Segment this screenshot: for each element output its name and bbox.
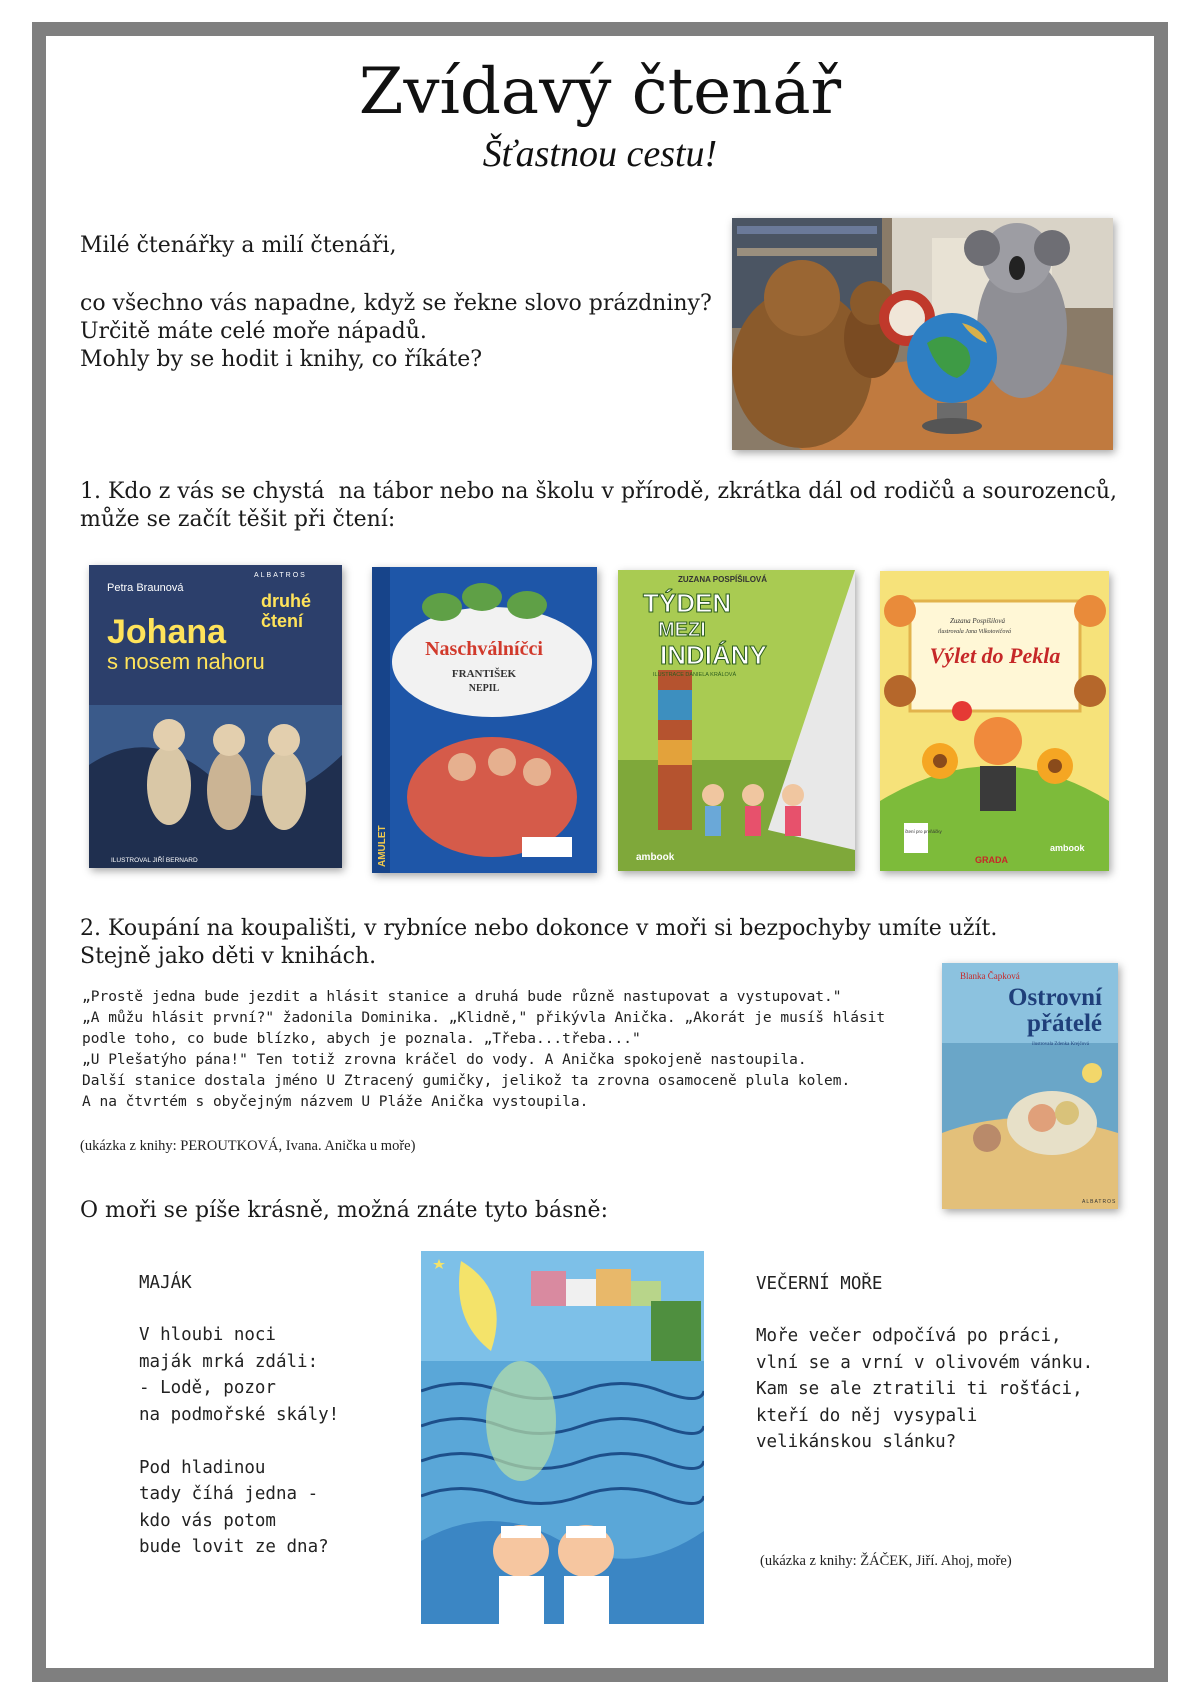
book2-title: Naschválníčci — [425, 638, 543, 660]
excerpt-citation: (ukázka z knihy: PEROUTKOVÁ, Ivana. Anička u moře) — [80, 1138, 416, 1154]
poem2-line-5: velikánskou slánku? — [756, 1432, 957, 1452]
poem2-line-1: Moře večer odpočívá po práci, — [756, 1326, 1062, 1346]
section1-line-2: může se začít těšit při čtení: — [80, 507, 396, 532]
book4-title: Výlet do Pekla — [929, 643, 1061, 668]
poem2-line-4: kteří do něj vysypali — [756, 1406, 978, 1426]
book1-title-1: Johana — [107, 613, 227, 651]
section1-line-1: 1. Kdo z vás se chystá na tábor nebo na školu v přírodě, zkrátka dál od rodičů a sourozenců, — [80, 479, 1118, 504]
book1-author: Petra Braunová — [107, 582, 184, 594]
book1-title-2: s nosem nahoru — [107, 649, 265, 674]
book1-illustrator: ILUSTROVAL JIŘÍ BERNARD — [111, 857, 198, 864]
poem2-line-3: Kam se ale ztratili ti rošťáci, — [756, 1379, 1083, 1399]
sea-illustration — [421, 1251, 704, 1624]
excerpt-line-2: „A můžu hlásit první?" žadonila Dominika. „Klidně," přikývla Anička. „Akorát je musíš hlásit — [82, 1010, 886, 1026]
book4-author: Zuzana Pospíšilová — [950, 617, 1006, 625]
book5-author: Blanka Čapková — [960, 971, 1020, 981]
book4-badge: čtení pro prvňáčky — [905, 829, 942, 834]
intro-line-1: co všechno vás napadne, když se řekne slovo prázdniny? — [80, 291, 712, 316]
excerpt-line-5: Další stanice dostala jméno U Ztracený gumičky, jelikož ta zrovna osamoceně plula kolem. — [82, 1073, 851, 1089]
book5-title-1: Ostrovní — [1008, 984, 1102, 1011]
poem1-line-3: - Lodě, pozor — [139, 1378, 276, 1398]
book-cover-tyden-mezi-indiany — [618, 570, 855, 871]
excerpt-line-4: „U Plešatýho pána!" Ten totiž zrovna kráčel do vody. A Anička spokojeně nastoupila. — [82, 1052, 807, 1068]
teddy-bears-globe-photo — [732, 218, 1113, 450]
book4-publisher: GRADA — [975, 855, 1008, 865]
page-subtitle: Šťastnou cestu! — [482, 133, 718, 175]
book-cover-vylet-do-pekla — [880, 571, 1109, 871]
poem1-line-2: maják mrká zdáli: — [139, 1352, 319, 1372]
poem1-line-4: na podmořské skály! — [139, 1405, 340, 1425]
poem1-line-7: tady číhá jedna - — [139, 1484, 319, 1504]
poem-citation: (ukázka z knihy: ŽÁČEK, Jiří. Ahoj, moře) — [760, 1553, 1012, 1569]
section2-line-1: 2. Koupání na koupališti, v rybníce nebo dokonce v moři si bezpochyby umíte užít. — [80, 916, 998, 941]
poem2-title: VEČERNÍ MOŘE — [756, 1274, 883, 1294]
poem1-line-1: V hloubi noci — [139, 1325, 276, 1345]
excerpt-line-6: A na čtvrtém s obyčejným názvem U Pláže Anička vystoupila. — [82, 1094, 589, 1110]
section2-line-2: Stejně jako děti v knihách. — [80, 944, 377, 969]
book-cover-naschvalnicci — [372, 567, 597, 873]
book3-publisher: ambook — [636, 852, 675, 863]
poem1-line-9: bude lovit ze dna? — [139, 1537, 329, 1557]
section3-heading: O moři se píše krásně, možná znáte tyto básně: — [80, 1198, 608, 1223]
book-cover-johana — [89, 565, 342, 868]
excerpt-line-3: podle toho, co bude blízko, abych je poznala. „Třeba...třeba..." — [82, 1031, 641, 1047]
excerpt-line-1: „Prostě jedna bude jezdit a hlásit stanice a druhá bude různě nastupovat a vystupovat." — [82, 989, 842, 1005]
book3-title-3: INDIÁNY — [660, 640, 767, 670]
poem1-line-8: kdo vás potom — [139, 1511, 276, 1531]
page-title: Zvídavý čtenář — [358, 55, 842, 129]
book2-spine: AMULET — [377, 825, 388, 867]
book2-author-1: FRANTIŠEK — [451, 668, 517, 680]
poem2-line-2: vlní se a vrní v olivovém vánku. — [756, 1353, 1094, 1373]
poem1-title: MAJÁK — [139, 1273, 192, 1293]
intro-line-2: Určitě máte celé moře nápadů. — [80, 319, 427, 344]
book4-publisher-2: ambook — [1050, 843, 1085, 853]
book5-illustrator: ilustrovala Zdenka Krejčová — [1032, 1042, 1089, 1047]
book1-badge-2: čtení — [261, 611, 304, 631]
book3-title-1: TÝDEN — [643, 588, 732, 618]
book5-title-2: přátelé — [1027, 1010, 1102, 1037]
book2-author-2: NEPIL — [468, 683, 500, 694]
poem1-line-6: Pod hladinou — [139, 1458, 266, 1478]
book1-badge-1: druhé — [261, 591, 312, 611]
book-cover-ostrovni-pratele — [942, 963, 1118, 1209]
greeting: Milé čtenářky a milí čtenáři, — [80, 233, 397, 258]
book3-title-2: MEZI — [658, 619, 706, 641]
intro-line-3: Mohly by se hodit i knihy, co říkáte? — [80, 347, 483, 372]
book3-illustrator: ILUSTRACE DANIELA KRÁLOVÁ — [653, 672, 737, 678]
book5-publisher: ALBATROS — [1082, 1199, 1117, 1205]
book1-publisher: ALBATROS — [254, 572, 307, 579]
book3-author: ZUZANA POSPÍŠILOVÁ — [678, 575, 768, 584]
book4-illustrator: ilustrovala Jana Vilkotovičová — [938, 629, 1011, 635]
